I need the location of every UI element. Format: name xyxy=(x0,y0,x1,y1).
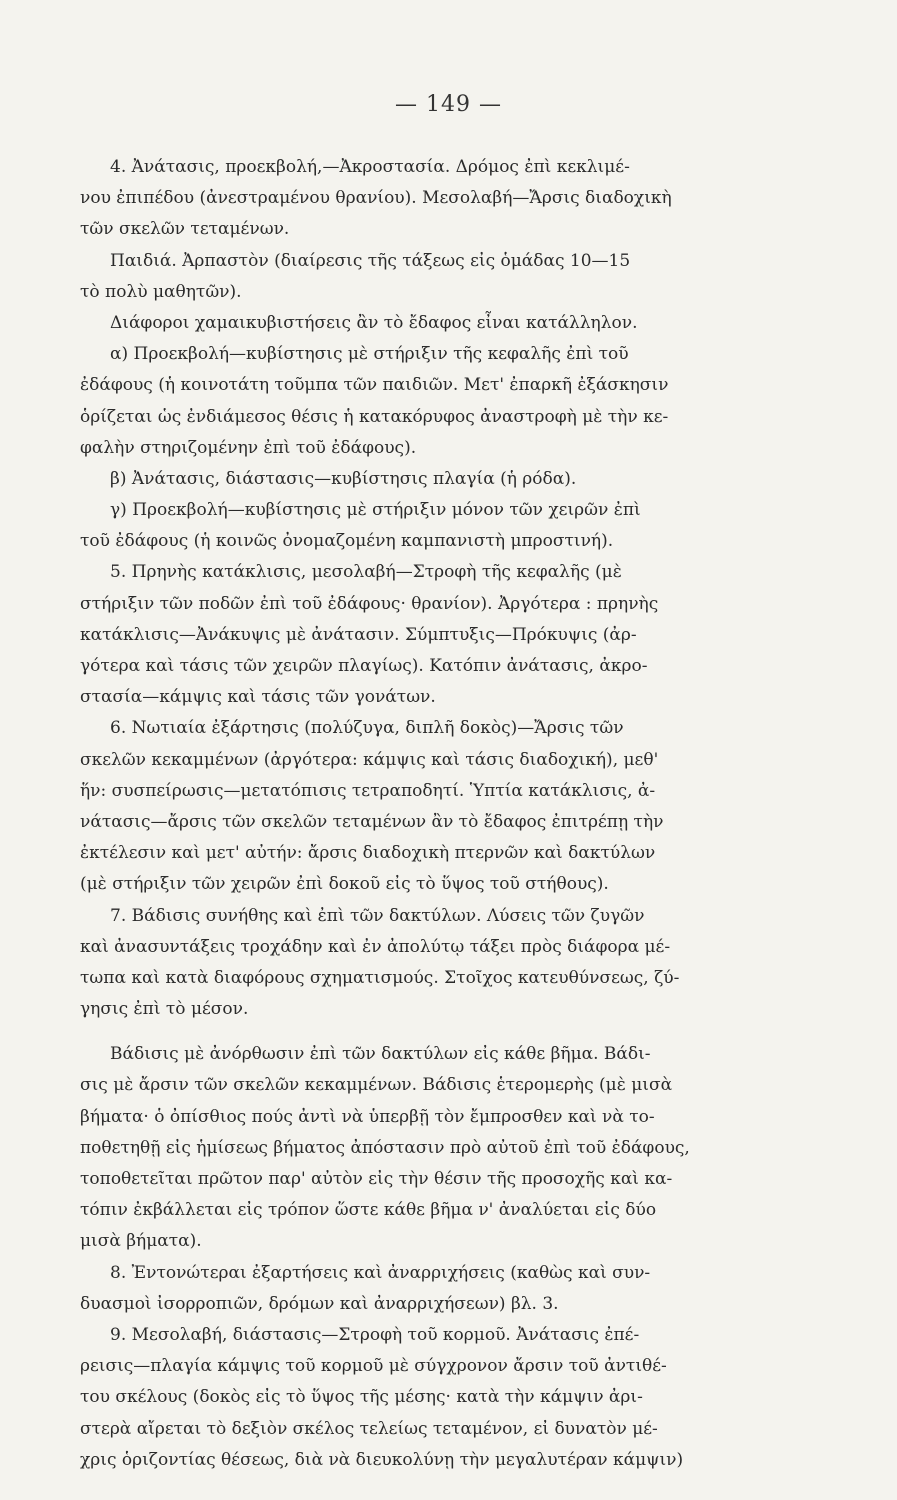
text-line: δυασμοὶ ἰσορροπιῶν, δρόμων καὶ ἀναρριχήσεων) βλ. 3. xyxy=(80,1293,559,1314)
text-line: α) Προεκβολή—κυβίστησις μὲ στήριξιν τῆς κεφαλῆς ἐπὶ τοῦ xyxy=(110,344,629,365)
text-line: μισὰ βήματα). xyxy=(80,1231,202,1252)
text-line: νάτασις—ἄρσις τῶν σκελῶν τεταμένων ἂν τὸ ἔδαφος ἐπιτρέπῃ τὴν xyxy=(80,811,664,832)
text-line: 6. Νωτιαία ἐξάρτησις (πολύζυγα, διπλῆ δοκὸς)—Ἄρσις τῶν xyxy=(110,718,624,739)
text-line: στασία—κάμψις καὶ τάσις τῶν γονάτων. xyxy=(80,687,436,708)
text-line: ἐκτέλεσιν καὶ μετ' αὐτήν: ἄρσις διαδοχικὴ πτερνῶν καὶ δακτύλων xyxy=(80,843,656,864)
text-line: γ) Προεκβολή—κυβίστησις μὲ στήριξιν μόνον τῶν χειρῶν ἐπὶ xyxy=(110,500,641,521)
text-line: νου ἐπιπέδου (ἀνεστραμένου θρανίου). Μεσολαβή—Ἄρσις διαδοχικὴ xyxy=(80,188,672,209)
text-line: γότερα καὶ τάσις τῶν χειρῶν πλαγίως). Κατόπιν ἀνάτασις, ἀκρο- xyxy=(80,656,648,676)
text-line: γησις ἐπὶ τὸ μέσον. xyxy=(80,999,249,1020)
text-line: ἥν: συσπείρωσις—μετατόπισις τετραποδητί. Ὑπτία κατάκλισις, ἀ- xyxy=(80,780,656,801)
text-line: βήματα· ὁ ὀπίσθιος πούς ἀντὶ νὰ ὑπερβῇ τὸν ἔμπροσθεν καὶ νὰ το- xyxy=(80,1106,655,1127)
text-line: β) Ἀνάτασις, διάστασις—κυβίστησις πλαγία (ἡ ρόδα). xyxy=(110,468,577,489)
paragraph-gap xyxy=(80,1025,792,1039)
text-line: κατάκλισις—Ἀνάκυψις μὲ ἀνάτασιν. Σύμπτυξις—Πρόκυψις (ἀρ- xyxy=(80,624,637,645)
text-line: στήριξιν τῶν ποδῶν ἐπὶ τοῦ ἐδάφους· θρανίον). Ἀργότερα : πρηνὴς xyxy=(80,593,659,614)
page-number: — 149 — xyxy=(395,92,502,117)
text-line: χρις ὁριζοντίας θέσεως, διὰ νὰ διευκολύνῃ τὴν μεγαλυτέραν κάμψιν) xyxy=(80,1449,684,1470)
text-line: σκελῶν κεκαμμένων (ἀργότερα: κάμψις καὶ τάσις διαδοχική), μεθ' xyxy=(80,749,659,770)
text-line: ποθετηθῇ εἰς ἡμίσεως βήματος ἀπόστασιν πρὸ αὐτοῦ ἐπὶ τοῦ ἐδάφους, xyxy=(80,1137,690,1158)
text-line: Παιδιά. Ἀρπαστὸν (διαίρεσις τῆς τάξεως εἰς ὁμάδας 10—15 xyxy=(110,250,631,271)
text-line: (μὲ στήριξιν τῶν χειρῶν ἐπὶ δοκοῦ εἰς τὸ ὕψος τοῦ στήθους). xyxy=(80,874,609,895)
text-line: τωπα καὶ κατὰ διαφόρους σχηματισμούς. Στοῖχος κατευθύνσεως, ζύ- xyxy=(80,967,680,988)
text-line: τὸ πολὺ μαθητῶν). xyxy=(80,281,242,302)
text-line: φαλὴν στηριζομένην ἐπὶ τοῦ ἐδάφους). xyxy=(80,437,417,458)
text-line: 9. Μεσολαβή, διάστασις—Στροφὴ τοῦ κορμοῦ. Ἀνάτασις ἐπέ- xyxy=(110,1324,640,1345)
text-line: 5. Πρηνὴς κατάκλισις, μεσολαβή—Στροφὴ τῆς κεφαλῆς (μὲ xyxy=(110,562,622,583)
text-line: τοποθετεῖται πρῶτον παρ' αὐτὸν εἰς τὴν θέσιν τῆς προσοχῆς καὶ κα- xyxy=(80,1169,673,1189)
text-line: ὁρίζεται ὡς ἐνδιάμεσος θέσις ἡ κατακόρυφος ἀναστροφὴ μὲ τὴν κε- xyxy=(80,406,669,427)
page-text-body xyxy=(80,152,792,1476)
text-line: ρεισις—πλαγία κάμψις τοῦ κορμοῦ μὲ σύγχρονον ἄρσιν τοῦ ἀντιθέ- xyxy=(80,1356,667,1377)
text-line: σις μὲ ἄρσιν τῶν σκελῶν κεκαμμένων. Βάδισις ἑτερομερὴς (μὲ μισὰ xyxy=(80,1075,673,1096)
text-line: 7. Βάδισις συνήθης καὶ ἐπὶ τῶν δακτύλων. Λύσεις τῶν ζυγῶν xyxy=(110,905,645,926)
text-line: 4. Ἀνάτασις, προεκβολή,—Ἀκροστασία. Δρόμος ἐπὶ κεκλιμέ- xyxy=(110,157,630,177)
text-line: στερὰ αἴρεται τὸ δεξιὸν σκέλος τελείως τεταμένον, εἰ δυνατὸν μέ- xyxy=(80,1418,658,1439)
text-line: 8. Ἐντονώτεραι ἐξαρτήσεις καὶ ἀναρριχήσεις (καθὼς καὶ συν- xyxy=(110,1262,651,1283)
text-line: τῶν σκελῶν τεταμένων. xyxy=(80,219,290,240)
text-line: Βάδισις μὲ ἀνόρθωσιν ἐπὶ τῶν δακτύλων εἰς κάθε βῆμα. Βάδι- xyxy=(110,1044,651,1065)
text-line: τόπιν ἐκβάλλεται εἰς τρόπον ὥστε κάθε βῆμα ν' ἀναλύεται εἰς δύο xyxy=(80,1200,657,1221)
text-line: καὶ ἀνασυντάξεις τροχάδην καὶ ἐν ἀπολύτῳ τάξει πρὸς διάφορα μέ- xyxy=(80,936,671,957)
text-line: Διάφοροι χαμαικυβιστήσεις ἂν τὸ ἔδαφος εἶναι κατάλληλον. xyxy=(110,312,638,333)
text-line: ἐδάφους (ἡ κοινοτάτη τοῦμπα τῶν παιδιῶν. Μετ' ἐπαρκῆ ἐξάσκησιν xyxy=(80,375,669,396)
text-line: του σκέλους (δοκὸς εἰς τὸ ὕψος τῆς μέσης· κατὰ τὴν κάμψιν ἀρι- xyxy=(80,1387,643,1408)
text-line: τοῦ ἐδάφους (ἡ κοινῶς ὀνομαζομένη καμπανιστὴ μπροστινή). xyxy=(80,531,614,552)
